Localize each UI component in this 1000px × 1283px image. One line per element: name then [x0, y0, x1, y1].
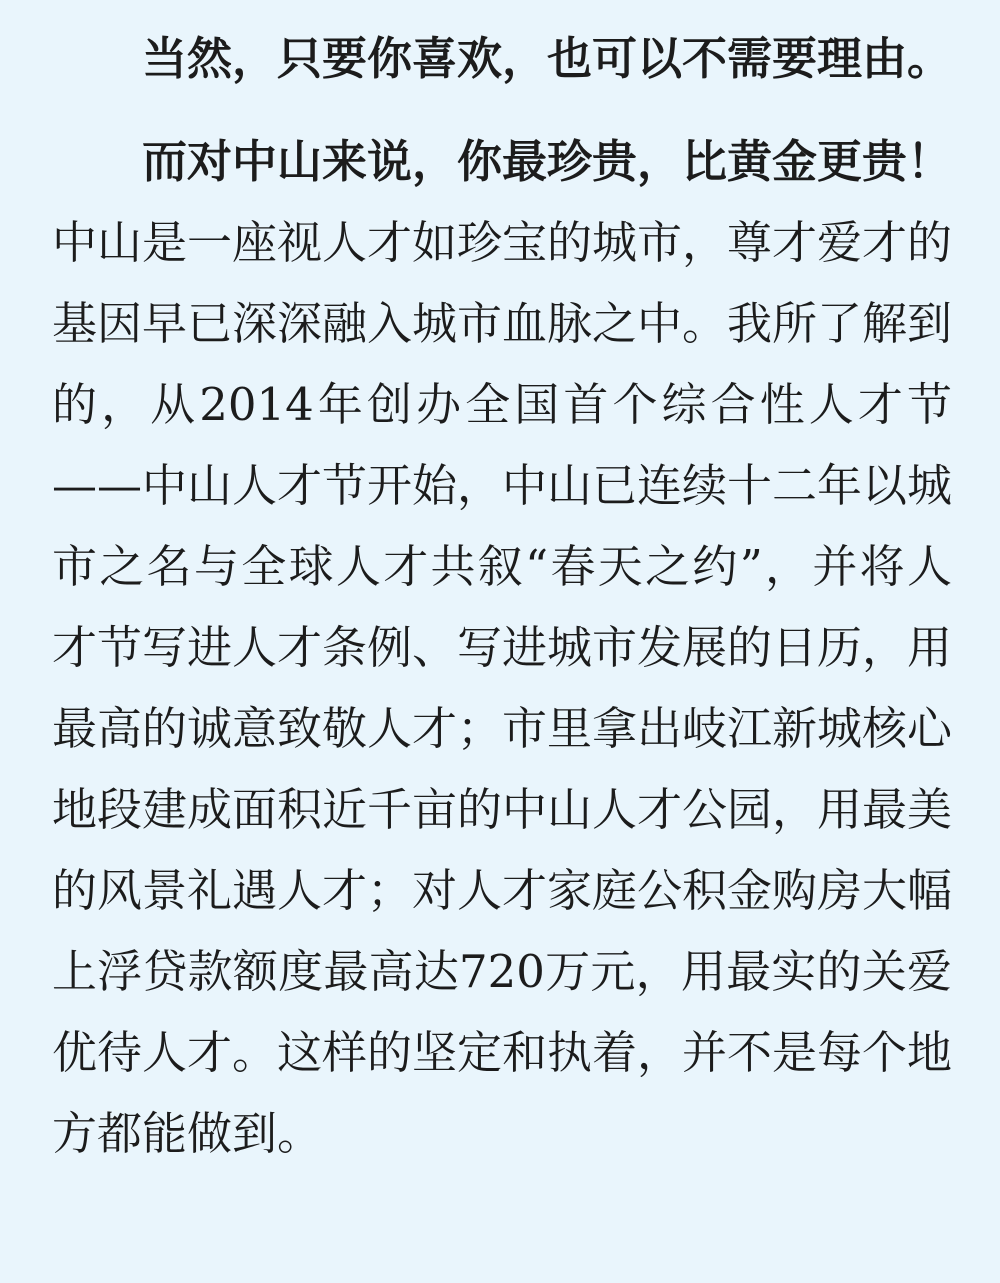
- paragraph-2: [52, 121, 952, 1174]
- paragraph-1: [52, 18, 952, 99]
- paragraph-1-bold-text: 当然，只要你喜欢，也可以不需要理由。: [142, 32, 953, 85]
- article-body: [52, 18, 952, 1174]
- paragraph-2-body-text: 中山是一座视人才如珍宝的城市，尊才爱才的基因早已深深融入城市血脉之中。我所了解到的，从2014年创办全国首个综合性人才节——中山人才节开始，中山已连续十二年以城市之名与全球人才共叙“春天之约”，并将人才节写进人才条例、写进城市发展的日历，用最高的诚意致敬人才；市里拿出岐江新城核心地段建成面积近千亩的中山人才公园，用最美的风景礼遇人才；对人才家庭公积金购房大幅上浮贷款额度最高达720万元，用最实的关爱优待人才。这样的坚定和执着，并不是每个地方都能做到。: [52, 216, 953, 1160]
- paragraph-2-bold-lead: 而对中山来说，你最珍贵，比黄金更贵！: [142, 135, 953, 188]
